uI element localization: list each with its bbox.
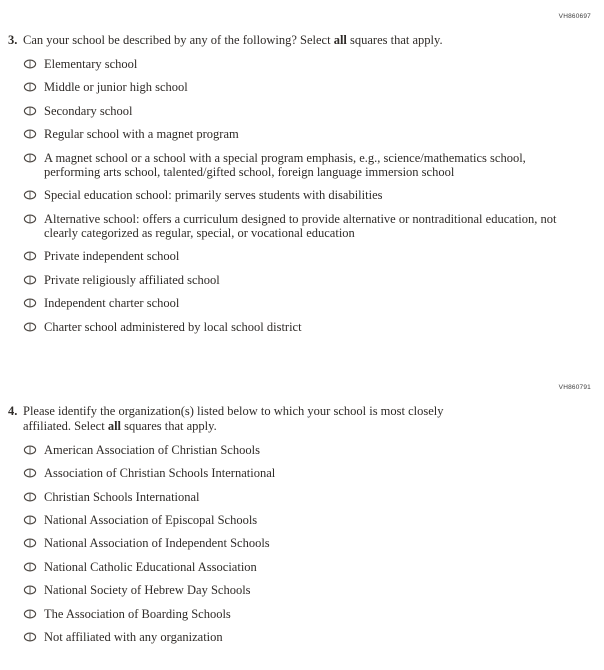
oval-response-icon[interactable]: [23, 585, 37, 595]
oval-response-icon[interactable]: [23, 562, 37, 572]
oval-response-icon[interactable]: [23, 445, 37, 455]
q4-accession-code: VH860791: [558, 383, 591, 391]
oval-response-icon[interactable]: [23, 214, 37, 224]
q3-option-secondary[interactable]: [23, 104, 604, 118]
q3-prompt-post: squares that apply.: [346, 33, 443, 47]
q3-accession-code: VH860697: [558, 13, 591, 20]
q3-option-private-religious[interactable]: [23, 273, 604, 287]
q4-option-tabs[interactable]: [23, 607, 604, 621]
option-label: National Association of Episcopal Schools: [44, 513, 258, 527]
question-3: [0, 33, 604, 48]
question-4: [0, 404, 604, 434]
q4-option-naes[interactable]: [23, 513, 604, 527]
q4-option-ncea[interactable]: [23, 560, 604, 574]
q4-prompt: [23, 404, 483, 434]
option-label: The Association of Boarding Schools: [44, 606, 231, 621]
option-label: A magnet school or a school with a special program emphasis, e.g., science/mathematics school, performing arts school, talented/gifted school, foreign language immersion school: [44, 150, 526, 179]
option-label: Not affiliated with any organization: [44, 629, 223, 644]
option-label: Private religiously affiliated school: [44, 272, 220, 287]
question-4-section: [0, 384, 604, 644]
oval-response-icon[interactable]: [23, 609, 37, 619]
oval-response-icon[interactable]: [23, 251, 37, 261]
option-label: Secondary school: [44, 103, 133, 118]
q3-prompt-pre: Can your school be described by any of the following? Select: [23, 33, 334, 47]
q3-option-alternative[interactable]: [23, 212, 604, 241]
option-label: American Association of Christian Schools: [44, 442, 260, 457]
q3-option-middle[interactable]: [23, 80, 604, 94]
q3-number: 3.: [8, 33, 18, 47]
oval-response-icon[interactable]: [23, 322, 37, 332]
option-label: National Association of Independent Schools: [44, 536, 270, 551]
oval-response-icon[interactable]: [23, 59, 37, 69]
q3-option-special-education[interactable]: [23, 188, 604, 202]
oval-response-icon[interactable]: [23, 190, 37, 200]
q4-prompt-post: squares that apply.: [121, 418, 217, 433]
oval-response-icon[interactable]: [23, 492, 37, 502]
q3-option-private-independent[interactable]: [23, 249, 604, 263]
oval-response-icon[interactable]: [23, 106, 37, 116]
q3-option-magnet-program[interactable]: [23, 127, 604, 141]
option-label: Private independent school: [44, 249, 180, 264]
option-label: National Catholic Educational Association: [44, 559, 257, 574]
option-label: Middle or junior high school: [44, 80, 188, 95]
oval-response-icon[interactable]: [23, 82, 37, 92]
oval-response-icon[interactable]: [23, 153, 37, 163]
option-label: Elementary school: [44, 57, 138, 71]
q4-option-nais[interactable]: [23, 536, 604, 550]
q3-option-elementary[interactable]: [23, 57, 604, 71]
q4-option-aacs[interactable]: [23, 443, 604, 457]
q3-option-magnet-school[interactable]: [23, 151, 604, 180]
q3-prompt: [23, 33, 443, 48]
oval-response-icon[interactable]: [23, 129, 37, 139]
option-label: Charter school administered by local school district: [44, 319, 302, 334]
q3-prompt-bold: all: [333, 33, 347, 47]
q4-number: 4.: [8, 403, 18, 418]
q3-option-district-charter[interactable]: [23, 320, 604, 334]
oval-response-icon[interactable]: [23, 515, 37, 525]
option-label: Special education school: primarily serves students with disabilities: [44, 188, 383, 203]
option-label: Independent charter school: [44, 296, 180, 311]
option-label: Alternative school: offers a curriculum designed to provide alternative or nontraditional education, not clearly categorized as regular, special, or vocational education: [44, 211, 557, 240]
oval-response-icon[interactable]: [23, 538, 37, 548]
q3-options: [0, 57, 604, 334]
option-label: Regular school with a magnet program: [44, 127, 239, 142]
q4-option-nshds[interactable]: [23, 583, 604, 597]
q3-option-independent-charter[interactable]: [23, 296, 604, 310]
q4-option-acsi[interactable]: [23, 466, 604, 480]
q4-option-csi[interactable]: [23, 490, 604, 504]
oval-response-icon[interactable]: [23, 275, 37, 285]
oval-response-icon[interactable]: [23, 632, 37, 642]
option-label: National Society of Hebrew Day Schools: [44, 583, 251, 598]
q4-options: [0, 443, 604, 644]
q4-prompt-pre: Please identify the organization(s) listed below to which your school is most closely affiliated. Select: [23, 403, 444, 433]
option-label: Christian Schools International: [44, 489, 200, 504]
q4-option-not-affiliated[interactable]: [23, 630, 604, 644]
q4-prompt-bold: all: [107, 418, 122, 433]
oval-response-icon[interactable]: [23, 298, 37, 308]
option-label: Association of Christian Schools International: [44, 466, 276, 481]
oval-response-icon[interactable]: [23, 468, 37, 478]
